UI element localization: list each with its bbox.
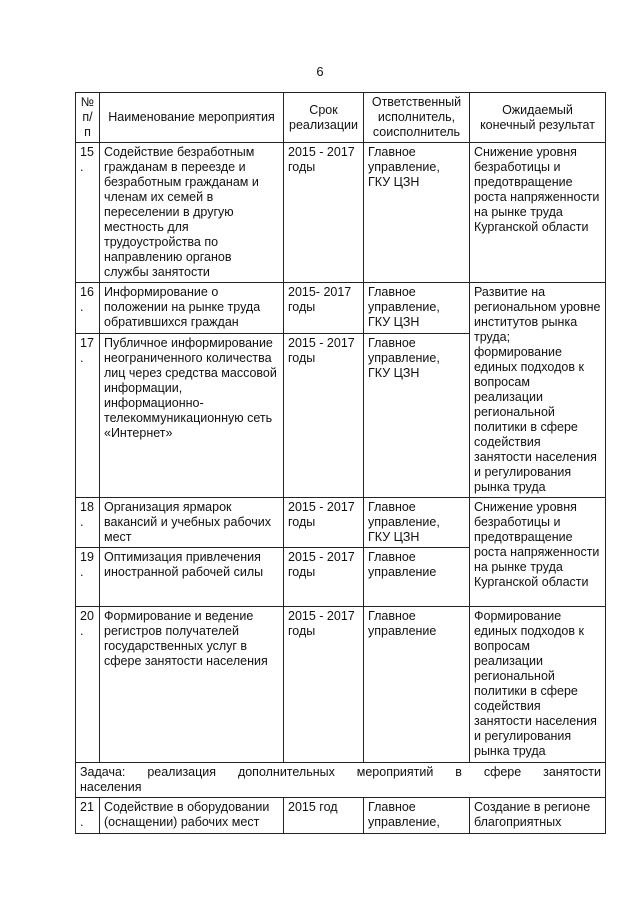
- task-row: [76, 763, 606, 798]
- row-executor: Главное управление, ГКУ ЦЗН: [364, 334, 470, 498]
- header-num: № п/п: [76, 93, 100, 143]
- header-executor: Ответственный исполнитель, соисполнитель: [364, 93, 470, 143]
- row-num: 18.: [76, 498, 100, 548]
- table-row: [76, 607, 606, 763]
- task-word: дополнительных: [237, 765, 335, 779]
- table-row: [76, 143, 606, 283]
- table-row: [76, 798, 606, 834]
- row-executor: Главное управление, ГКУ ЦЗН: [364, 498, 470, 548]
- task-line-last: населения: [80, 780, 142, 794]
- task-word: реализация: [147, 765, 217, 779]
- table-row: [76, 498, 606, 548]
- task-word: мероприятий: [356, 765, 434, 779]
- row-period: 2015 - 2017 годы: [284, 548, 364, 607]
- row-num: 17.: [76, 334, 100, 498]
- row-executor: Главное управление: [364, 548, 470, 607]
- row-num: 16.: [76, 283, 100, 334]
- row-name: Оптимизация привлечения иностранной рабочей силы: [100, 548, 284, 607]
- row-period: 2015 - 2017 годы: [284, 334, 364, 498]
- measures-table: [75, 92, 606, 834]
- row-num: 15.: [76, 143, 100, 283]
- row-name: Информирование о положении на рынке труда обратившихся граждан: [100, 283, 284, 334]
- page-number: 6: [316, 64, 324, 79]
- row-result: Формирование единых подходов к вопросам реализации региональной политики в сфере содействия занятости населения и регулирования рынка труда: [470, 607, 606, 763]
- task-word: сфере: [483, 765, 522, 779]
- table-header-row: [76, 93, 606, 143]
- row-result: Снижение уровня безработицы и предотвращение роста напряженности на рынке труда Курганской области: [470, 498, 606, 607]
- header-name: Наименование мероприятия: [100, 93, 284, 143]
- header-result: Ожидаемый конечный результат: [470, 93, 606, 143]
- row-name: Организация ярмарок вакансий и учебных рабочих мест: [100, 498, 284, 548]
- row-num: 19.: [76, 548, 100, 607]
- row-period: 2015 - 2017 годы: [284, 498, 364, 548]
- row-result: Снижение уровня безработицы и предотвращение роста напряженности на рынке труда Курганской области: [470, 143, 606, 283]
- task-cell: [76, 763, 606, 798]
- task-line: [80, 765, 601, 780]
- row-num: 20.: [76, 607, 100, 763]
- row-name: Содействие в оборудовании (оснащении) рабочих мест: [100, 798, 284, 834]
- row-period: 2015 - 2017 годы: [284, 607, 364, 763]
- task-word: в: [455, 765, 462, 779]
- row-executor: Главное управление: [364, 607, 470, 763]
- row-executor: Главное управление,: [364, 798, 470, 834]
- row-name: Формирование и ведение регистров получателей государственных услуг в сфере занятости населения: [100, 607, 284, 763]
- header-period: Срок реализации: [284, 93, 364, 143]
- task-word: Задача:: [80, 765, 126, 779]
- row-executor: Главное управление, ГКУ ЦЗН: [364, 283, 470, 334]
- row-executor: Главное управление, ГКУ ЦЗН: [364, 143, 470, 283]
- row-name: Публичное информирование неограниченного количества лиц через средства массовой информации, информационно-телекоммуникационную сеть «Интернет»: [100, 334, 284, 498]
- row-result: Развитие на региональном уровне институтов рынка труда; формирование единых подходов к вопросам реализации региональной политики в сфере содействия занятости населения и регулирования рынка труда: [470, 283, 606, 498]
- row-num: 21.: [76, 798, 100, 834]
- task-word: занятости: [543, 765, 601, 779]
- row-name: Содействие безработным гражданам в переезде и безработным гражданам и членам их семей в переселении в другую местность для трудоустройства по направлению органов службы занятости: [100, 143, 284, 283]
- row-period: 2015 - 2017 годы: [284, 143, 364, 283]
- row-result: Создание в регионе благоприятных: [470, 798, 606, 834]
- row-period: 2015- 2017 годы: [284, 283, 364, 334]
- row-period: 2015 год: [284, 798, 364, 834]
- table-row: [76, 283, 606, 334]
